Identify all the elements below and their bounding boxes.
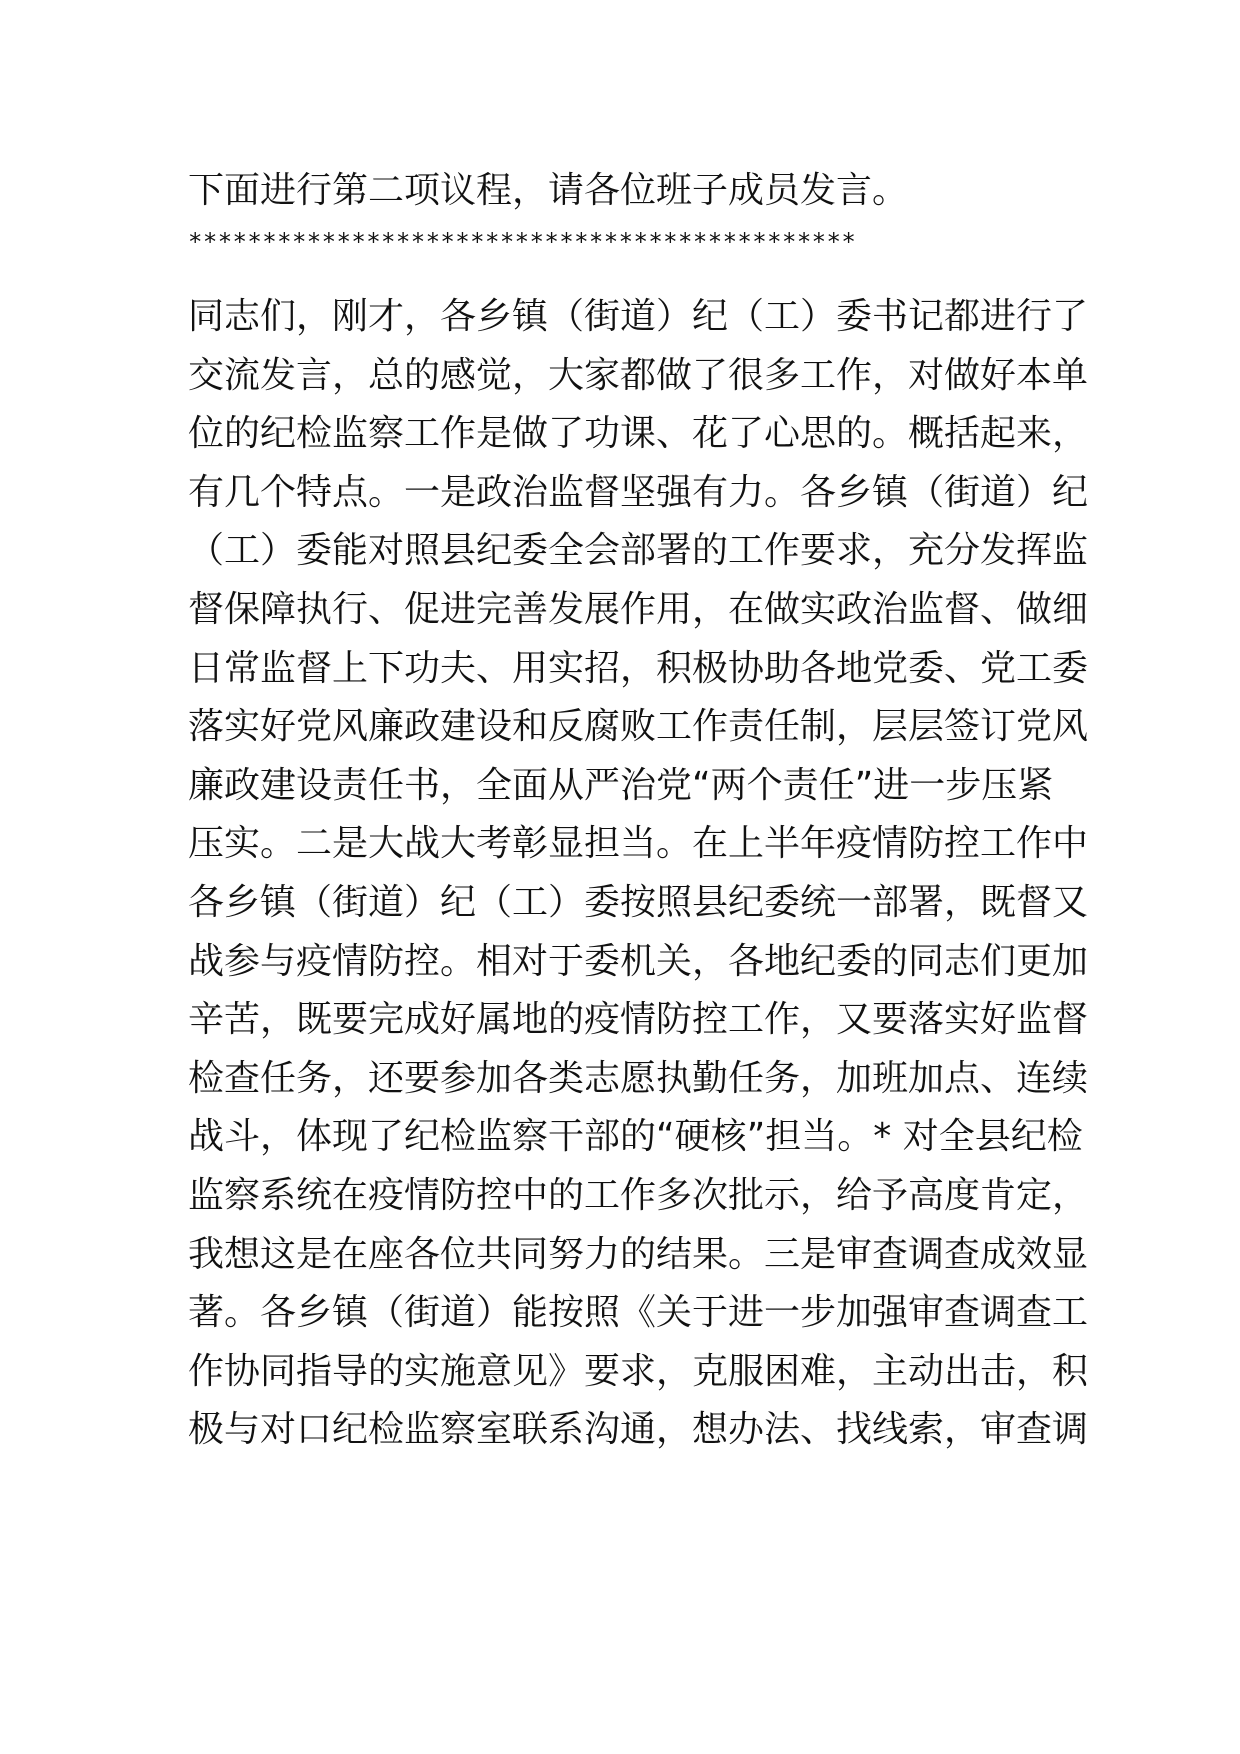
- paragraph-line: 位的纪检监察工作是做了功课、花了心思的。概括起来，: [188, 413, 1089, 455]
- paragraph-line: 督保障执行、促进完善发展作用，在做实政治监督、做细: [188, 588, 1089, 630]
- paragraph-line: 日常监督上下功夫、用实招，积极协助各地党委、党工委: [188, 647, 1089, 689]
- asterisk-separator: *********************************************: [188, 228, 857, 256]
- paragraph-line: 著。各乡镇（街道）能按照《关于进一步加强审查调查工: [188, 1292, 1089, 1334]
- paragraph-line: 各乡镇（街道）纪（工）委按照县纪委统一部署，既督又: [188, 881, 1089, 923]
- paragraph-line: 廉政建设责任书，全面从严治党“两个责任”进一步压紧: [188, 764, 1054, 806]
- paragraph-line: 战斗，体现了纪检监察干部的“硬核”担当。* 对全县纪检: [188, 1116, 1083, 1158]
- speech-paragraph: [188, 288, 1089, 1460]
- intro-line: 下面进行第二项议程，请各位班子成员发言。: [188, 170, 909, 211]
- paragraph-line: 检查任务，还要参加各类志愿执勤任务，加班加点、连续: [188, 1057, 1089, 1099]
- paragraph-line: 战参与疫情防控。相对于委机关，各地纪委的同志们更加: [188, 940, 1089, 982]
- paragraph-line: 我想这是在座各位共同努力的结果。三是审查调查成效显: [188, 1233, 1089, 1275]
- paragraph-line: 作协同指导的实施意见》要求，克服困难，主动出击，积: [188, 1350, 1089, 1392]
- paragraph-line: 辛苦，既要完成好属地的疫情防控工作，又要落实好监督: [188, 999, 1089, 1041]
- paragraph-line: （工）委能对照县纪委全会部署的工作要求，充分发挥监: [188, 530, 1089, 572]
- document-body: [188, 165, 1089, 1460]
- paragraph-line: 有几个特点。一是政治监督坚强有力。各乡镇（街道）纪: [188, 471, 1089, 513]
- paragraph-line: 监察系统在疫情防控中的工作多次批示，给予高度肯定，: [188, 1174, 1089, 1216]
- paragraph-line: 压实。二是大战大考彰显担当。在上半年疫情防控工作中: [188, 823, 1089, 865]
- paragraph-line: 极与对口纪检监察室联系沟通，想办法、找线索，审查调: [188, 1409, 1089, 1451]
- paragraph-line: 同志们，刚才，各乡镇（街道）纪（工）委书记都进行了: [188, 296, 1089, 337]
- paragraph-line: 交流发言，总的感觉，大家都做了很多工作，对做好本单: [188, 354, 1089, 396]
- paragraph-line: 落实好党风廉政建设和反腐败工作责任制，层层签订党风: [188, 706, 1089, 748]
